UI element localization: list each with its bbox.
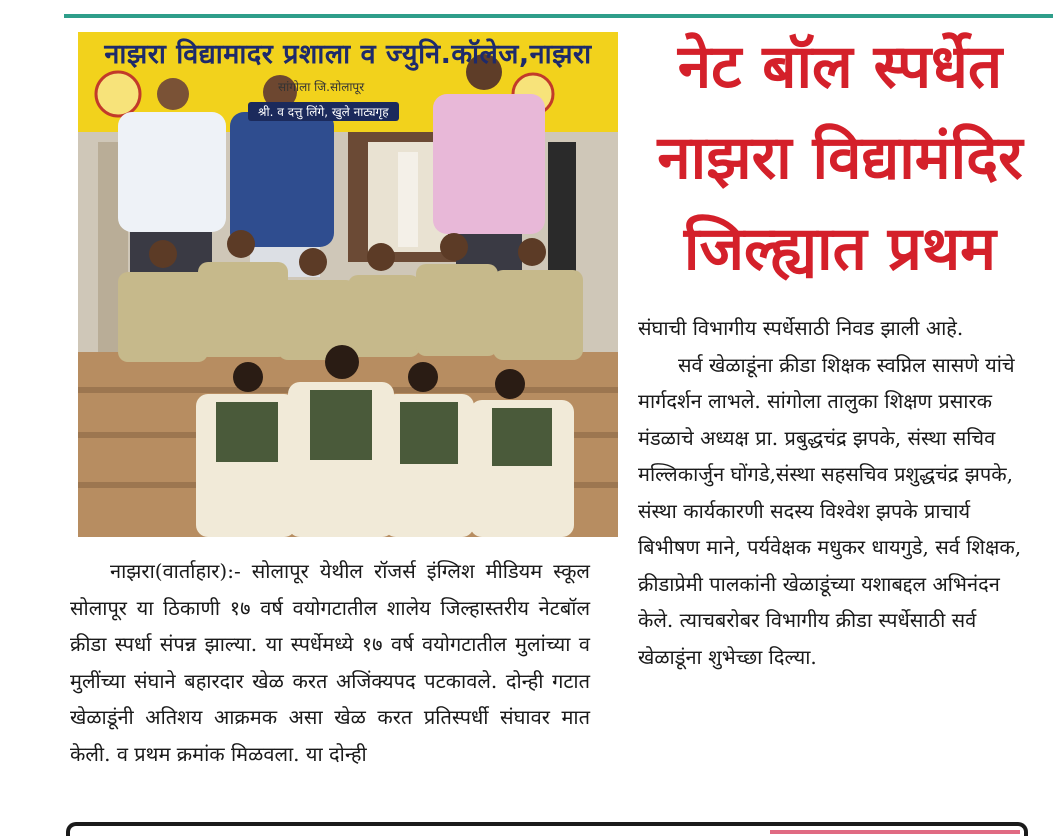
sign-emblem-left [96, 72, 140, 116]
top-rule [64, 14, 1053, 18]
team-photo [78, 32, 618, 537]
headline-line-1: नेट बॉल स्पर्धेत [677, 32, 1003, 102]
sign-banner: श्री. व दत्तु लिंगे, खुले नाट्यगृह [248, 102, 399, 121]
next-article-accent [770, 830, 1020, 834]
headline-line-2: नाझरा विद्यामंदिर [657, 123, 1023, 193]
headline [630, 22, 1050, 295]
article-paragraph-1: नाझरा(वार्ताहार):- सोलापूर येथील रॉजर्स इंग्लिश मीडियम स्कूल सोलापूर या ठिकाणी १७ वर्ष वयोगटातील शालेय जिल्हास्तरीय नेटबॉल क्रीडा स्पर्धा संपन्न झाल्या. या स्पर्धेमध्ये १७ वर्ष वयोगटातील मुलांच्या व मुलींच्या संघाने बहारदार खेळ करत अजिंक्यपद पटकावले. दोन्ही गटात खेळाडूंनी अतिशय आक्रमक असा खेळ करत प्रतिस्पर्धी संघावर मात केली. व प्रथम क्रमांक मिळवला. या दोन्ही [70, 559, 590, 766]
headline-line-3: जिल्ह्यात प्रथम [683, 214, 997, 284]
article-right-column [638, 310, 1038, 675]
article-left-column [70, 553, 590, 772]
sign-title: नाझरा विद्यामादर प्रशाला व ज्युनि.कॉलेज,नाझरा [104, 39, 592, 70]
sign-subtitle: सांगोला जि.सोलापूर [278, 80, 365, 94]
article-paragraph-3: सर्व खेळाडूंना क्रीडा शिक्षक स्वप्निल सासणे यांचे मार्गदर्शन लाभले. सांगोला तालुका शिक्षण प्रसारक मंडळाचे अध्यक्ष प्रा. प्रबुद्धचंद्र झपके, संस्था सचिव मल्लिकार्जुन घोंगडे,संस्था सहसचिव प्रशुद्धचंद्र झपके, संस्था कार्यकारणी सदस्य विश्वेश झपके प्राचार्य बिभीषण माने, पर्यवेक्षक मधुकर धायगुडे, सर्व शिक्षक, क्रीडाप्रेमी पालकांनी खेळाडूंच्या यशाबद्दल अभिनंदन केले. त्याचबरोबर विभागीय क्रीडा स्पर्धेसाठी सर्व खेळाडूंना शुभेच्छा दिल्या. [638, 352, 1022, 669]
article-paragraph-2: संघाची विभागीय स्पर्धेसाठी निवड झाली आहे. [638, 316, 964, 340]
